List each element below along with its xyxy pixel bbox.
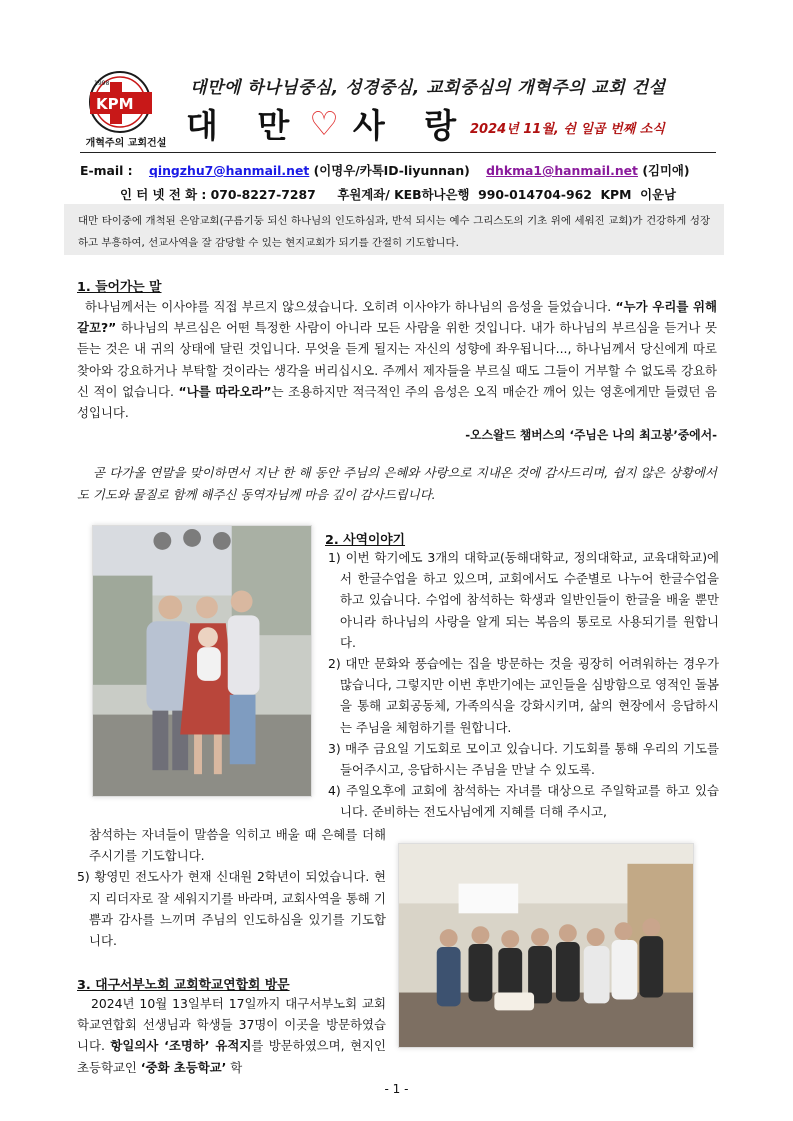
list-item: 4) 주일오후에 교회에 참석하는 자녀를 대상으로 주일학교를 하고 있습니다. 준비하는 전도사님에게 지혜를 더해 주시고,: [328, 783, 719, 820]
intro-box: 대만 타이중에 개척된 은암교회(구름기둥 되신 하나님의 인도하심과, 반석 되시는 예수 그리스도의 기초 위에 세워진 교회)가 건강하게 성장하고 부흥하여, 선교사역을 잘 감당할 수 있는 현지교회가 되기를 간절히 기도합니다.: [64, 204, 724, 255]
svg-text:1998: 1998: [94, 80, 110, 87]
email-link-2[interactable]: dhkma1@hanmail.net: [486, 163, 638, 178]
section1-text: 하나님께서는 이사야를 직접 부르지 않으셨습니다. 오히려 이사야가 하나님의 음성을 들었습니다. “누가 우리를 위해 갈꼬?” 하나님의 부르심은 어떤 특정한 사람이 아니라 모든 사람을 위한 것입니다. 내가 하나님의 부르심을 듣거나 못 듣는 것은 내 귀의 상태에 달린 것입니다. 무엇을 듣게 될지는 자신의 성향에 좌우됩니다..., 하나님께서 당신에게 따로 찾아와 강요하거나 부탁할 것이라는 생각을 버리십시오. 주께서 제자들을 부르실 때도 그들이 거부할 수 없도록 강요하신 적이 없습니다. “나를 따라오라”는 조용하지만 적극적인 주의 음성은 오직 매순간 깨어 있는 영혼에게만 들렸던 음성입니다.: [77, 299, 717, 421]
logo: [80, 68, 172, 150]
logo-caption: 개혁주의 교회건설: [85, 138, 167, 149]
quote-b: “나를 따라오라”: [178, 383, 272, 399]
thanks-paragraph: 곧 다가올 연말을 맞이하면서 지난 한 해 동안 주님의 은혜와 사랑으로 지내온 것에 감사드리며, 쉽지 않은 상황에서도 기도와 물질로 함께 해주신 동역자님께 마음 깊이 감사드립니다.: [77, 465, 717, 502]
list-item: 5) 황영민 전도사가 현재 신대원 2학년이 되었습니다. 현지 리더자로 잘 세워지기를 바라며, 교회사역을 통해 기쁨과 감사를 느끼며 주님의 인도하심을 있기를 기도합니다.: [77, 869, 386, 949]
email-note-2: (김미애): [642, 163, 690, 178]
emphasis-site: 항일의사 ‘조명하’ 유적지: [110, 1038, 252, 1054]
quote-a: “누가 우리를 위해 갈꼬?”: [77, 299, 717, 336]
heart-icon: ♡: [309, 104, 339, 143]
name-part2: 사 랑: [352, 106, 471, 145]
section3-title: 3. 대구서부노회 교회학교연합회 방문: [77, 978, 290, 993]
list-item: 1) 이번 학기에도 3개의 대학교(동해대학교, 정의대학교, 교육대학교)에서 한글수업을 하고 있으며, 교회에서도 수준별로 나누어 한글수업을 하고 있습니다. 수업에 참석하는 학생과 일반인들이 한글을 배울 뿐만 아니라 하나님의 사랑을 알게 되는 복음의 통로로 사용되기를 원합니다.: [328, 550, 719, 650]
newsletter-name: [186, 100, 470, 147]
email-link-1[interactable]: qingzhu7@hanmail.net: [148, 163, 310, 178]
issue-label: 2024년 11월, 쉰 일곱 번째 소식: [470, 122, 665, 137]
section2-list: [328, 547, 719, 823]
family-photo: [92, 525, 312, 797]
section3-text: 2024년 10월 13일부터 17일까지 대구서부노회 교회학교연합회 선생님과 학생들 37명이 이곳을 방문하였습니다. 항일의사 ‘조명하’ 유적지를 방문하였으며, 현지인 초등학교인 ‘중화 초등학교’ 학: [77, 996, 386, 1075]
phone-and-account-line: 인 터 넷 전 화 : 070-8227-7287 후원계좌/ KEB하나은행 990-014704-962 KPM 이운남: [119, 187, 677, 202]
kpm-emblem-icon: [80, 68, 172, 150]
group-photo: [398, 843, 694, 1048]
slogan: 대만에 하나님중심, 성경중심, 교회중심의 개혁주의 교회 건설: [190, 78, 666, 98]
emphasis-school: ‘중화 초등학교’: [140, 1059, 227, 1075]
section2-continued: [77, 824, 386, 951]
section2-title: 2. 사역이야기: [325, 533, 406, 548]
list-item-continuation: 참석하는 자녀들이 말씀을 익히고 배울 때 은혜를 더해 주시기를 기도합니다.: [89, 827, 386, 864]
logo-mark: KPM: [96, 95, 134, 113]
email-note-1: (이명우/카톡ID-liyunnan): [313, 163, 470, 178]
quote-source: -오스왈드 챔버스의 ‘주님은 나의 최고봉’중에서-: [465, 428, 717, 442]
email-label: E-mail :: [80, 163, 133, 178]
header-divider: [80, 152, 716, 153]
name-part1: 대 만: [186, 106, 304, 145]
page-number: - 1 -: [384, 1082, 409, 1096]
contact-line: [80, 161, 716, 179]
list-item: 2) 대만 문화와 풍습에는 집을 방문하는 것을 굉장히 어려워하는 경우가 많습니다, 그렇지만 이번 후반기에는 교인들을 심방함으로 영적인 돌봄을 통해 교회공동체, 가족의식을 강화시키며, 삶의 현장에서 응답하시는 주님을 체험하기를 원합니다.: [328, 656, 719, 735]
list-item: 3) 매주 금요일 기도회로 모이고 있습니다. 기도회를 통해 우리의 기도를 들어주시고, 응답하시는 주님을 만날 수 있도록.: [328, 740, 719, 778]
section1-title: 1. 들어가는 말: [77, 280, 162, 295]
